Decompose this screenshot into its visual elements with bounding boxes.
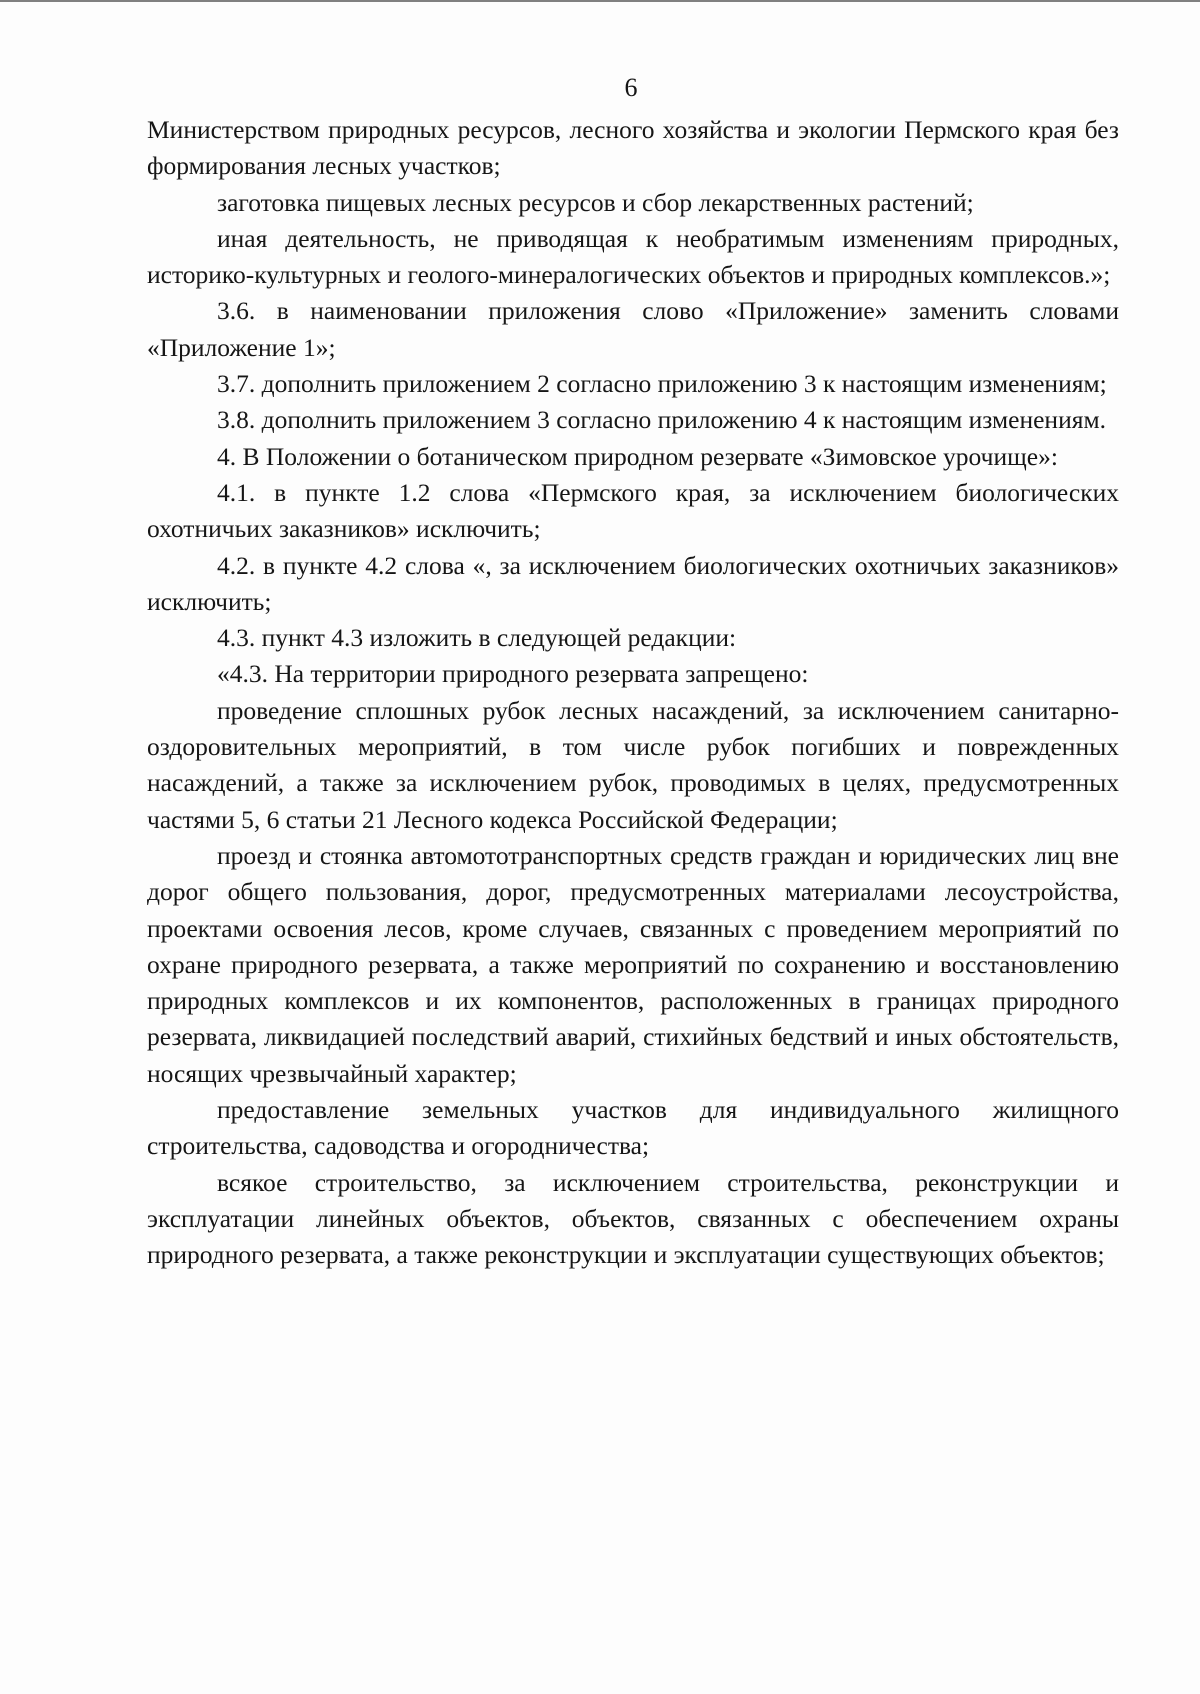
paragraph: Министерством природных ресурсов, лесного хозяйства и экологии Пермского края без формирования лесных участков; <box>147 115 1119 181</box>
paragraph: 3.6. в наименовании приложения слово «Приложение» заменить словами «Приложение 1»; <box>147 296 1119 362</box>
paragraph: проезд и стоянка автомототранспортных средств граждан и юридических лиц вне дорог общего пользования, дорог, предусмотренных материалами лесоустройства, проектами освоения лесов, кроме случаев, связанных с проведением мероприятий по охране природного резервата, а также мероприятий по сохранению и восстановлению природных комплексов и их компонентов, расположенных в границах природного резервата, ликвидацией последствий аварий, стихийных бедствий и иных обстоятельств, носящих чрезвычайный характер; <box>147 840 1119 1088</box>
paragraph: 4.2. в пункте 4.2 слова «, за исключением биологических охотничьих заказников» исключить; <box>147 550 1119 616</box>
paragraph: проведение сплошных рубок лесных насаждений, за исключением санитарно-оздоровительных мероприятий, в том числе рубок погибших и поврежденных насаждений, а также за исключением рубок, проводимых в целях, предусмотренных частями 5, 6 статьи 21 Лесного кодекса Российской Федерации; <box>147 695 1119 834</box>
paragraph: 4.3. пункт 4.3 изложить в следующей редакции: <box>217 623 737 653</box>
paragraph: 4.1. в пункте 1.2 слова «Пермского края, за исключением биологических охотничьих заказников» исключить; <box>147 477 1119 544</box>
paragraph: 4. В Положении о ботаническом природном резервате «Зимовское урочище»: <box>217 441 1058 471</box>
paragraph: предоставление земельных участков для индивидуального жилищного строительства, садоводства и огородничества; <box>147 1095 1119 1161</box>
paragraph: 3.8. дополнить приложением 3 согласно приложению 4 к настоящим изменениям. <box>217 405 1106 435</box>
paragraph: заготовка пищевых лесных ресурсов и сбор лекарственных растений; <box>217 187 974 217</box>
paragraph: «4.3. На территории природного резервата запрещено: <box>217 659 809 689</box>
paragraph: иная деятельность, не приводящая к необратимым изменениям природных, историко-культурных и геолого-минералогических объектов и природных комплексов.»; <box>147 223 1119 290</box>
scan-edge-line <box>0 0 1200 2</box>
paragraph: 3.7. дополнить приложением 2 согласно приложению 3 к настоящим изменениям; <box>217 369 1107 399</box>
document-body <box>147 112 1119 1274</box>
paragraph: всякое строительство, за исключением строительства, реконструкции и эксплуатации линейных объектов, объектов, связанных с обеспечением охраны природного резервата, а также реконструкции и эксплуатации существующих объектов; <box>147 1167 1119 1270</box>
page-number: 6 <box>624 73 638 102</box>
